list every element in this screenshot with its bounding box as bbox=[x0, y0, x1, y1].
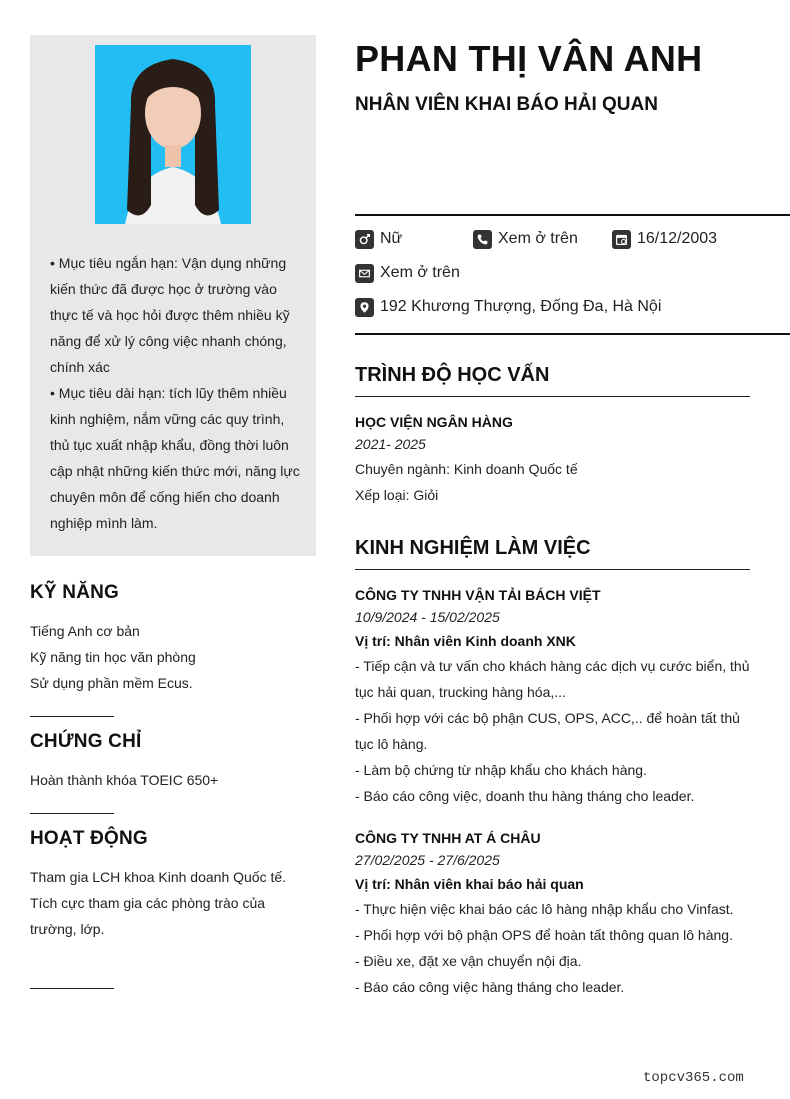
contact-row bbox=[355, 227, 717, 251]
job-period: 27/02/2025 - 27/6/2025 bbox=[355, 852, 500, 868]
skill-item: Kỹ năng tin học văn phòng bbox=[30, 649, 196, 665]
job-task: - Báo cáo công việc hàng tháng cho leader. bbox=[355, 979, 625, 995]
email-value: Xem ở trên bbox=[380, 264, 460, 281]
calendar-icon bbox=[612, 230, 631, 249]
divider bbox=[30, 988, 114, 989]
school-name: HỌC VIỆN NGÂN HÀNG bbox=[355, 414, 513, 430]
candidate-name: PHAN THỊ VÂN ANH bbox=[355, 38, 703, 79]
job-task: - Phối hợp với các bộ phận CUS, OPS, ACC,.. để hoàn tất thủ tục lô hàng. bbox=[355, 710, 740, 752]
education-major: Chuyên ngành: Kinh doanh Quốc tế bbox=[355, 461, 578, 477]
activity-item: Tích cực tham gia các phòng trào của trường, lớp. bbox=[30, 895, 266, 937]
phone-item bbox=[473, 230, 612, 249]
skill-item: Tiếng Anh cơ bản bbox=[30, 623, 140, 639]
activities-title: HOẠT ĐỘNG bbox=[30, 828, 148, 849]
certificates-title: CHỨNG CHỈ bbox=[30, 731, 142, 752]
job-role: Vị trí: Nhân viên khai báo hải quan bbox=[355, 876, 584, 892]
education-title: TRÌNH ĐỘ HỌC VẤN bbox=[355, 364, 550, 386]
address-value: 192 Khương Thượng, Đống Đa, Hà Nội bbox=[380, 298, 662, 315]
job-task: - Làm bộ chứng từ nhập khẩu cho khách hàng. bbox=[355, 762, 647, 778]
divider bbox=[30, 716, 114, 717]
certificates-section bbox=[30, 731, 300, 793]
experience-title: KINH NGHIỆM LÀM VIỆC bbox=[355, 537, 591, 559]
contact-bottom-rule bbox=[355, 333, 790, 335]
phone-value: Xem ở trên bbox=[498, 230, 578, 247]
job-task: - Báo cáo công việc, doanh thu hàng tháng cho leader. bbox=[355, 788, 695, 804]
email-icon bbox=[355, 264, 374, 283]
gender-icon bbox=[355, 230, 374, 249]
activities-section bbox=[30, 828, 300, 942]
email-item bbox=[355, 264, 460, 283]
job-task: - Phối hợp với bộ phận OPS để hoàn tất thông quan lô hàng. bbox=[355, 927, 733, 943]
address-item bbox=[355, 298, 661, 317]
job-period: 10/9/2024 - 15/02/2025 bbox=[355, 609, 500, 625]
gender-value: Nữ bbox=[380, 230, 403, 247]
birthday-value: 16/12/2003 bbox=[637, 230, 718, 247]
objective-short-term: • Mục tiêu ngắn hạn: Vận dụng những kiến thức đã được học ở trường vào thực tế và học hỏi được thêm nhiều kỹ năng để xử lý công việc nhanh chóng, chính xác bbox=[50, 255, 290, 375]
company-name: CÔNG TY TNHH AT Á CHÂU bbox=[355, 830, 541, 846]
education-rule bbox=[355, 396, 750, 397]
education-grade: Xếp loại: Giỏi bbox=[355, 487, 439, 503]
career-objectives bbox=[50, 250, 300, 536]
education-period: 2021- 2025 bbox=[355, 436, 426, 452]
education-block bbox=[355, 412, 755, 508]
job-task: - Thực hiện việc khai báo các lô hàng nhập khẩu cho Vinfast. bbox=[355, 901, 734, 917]
contact-row bbox=[355, 261, 460, 285]
certificate-item: Hoàn thành khóa TOEIC 650+ bbox=[30, 772, 219, 788]
objective-long-term: • Mục tiêu dài hạn: tích lũy thêm nhiều kinh nghiệm, nắm vững các quy trình, thủ tục xuất nhập khẩu, đồng thời luôn cập nhật những kiến thức mới, năng lực chuyên môn để cống hiến cho doanh nghiệp mình làm. bbox=[50, 385, 300, 531]
activity-item: Tham gia LCH khoa Kinh doanh Quốc tế. bbox=[30, 869, 287, 885]
skill-item: Sử dụng phần mềm Ecus. bbox=[30, 675, 193, 691]
phone-icon bbox=[473, 230, 492, 249]
portrait-image bbox=[95, 45, 251, 224]
objective-panel bbox=[30, 35, 316, 556]
divider bbox=[30, 813, 114, 814]
profile-photo bbox=[95, 45, 251, 224]
gender-item bbox=[355, 230, 473, 249]
contact-top-rule bbox=[355, 214, 790, 216]
skills-section bbox=[30, 582, 300, 696]
contact-row bbox=[355, 295, 661, 319]
experience-rule bbox=[355, 569, 750, 570]
skills-title: KỸ NĂNG bbox=[30, 582, 120, 603]
job-block bbox=[355, 828, 755, 1000]
job-role: Vị trí: Nhân viên Kinh doanh XNK bbox=[355, 633, 576, 649]
birthday-item bbox=[612, 230, 717, 249]
job-task: - Điều xe, đặt xe vận chuyển nội địa. bbox=[355, 953, 582, 969]
job-block bbox=[355, 585, 755, 809]
company-name: CÔNG TY TNHH VẬN TẢI BÁCH VIỆT bbox=[355, 587, 601, 603]
job-title: NHÂN VIÊN KHAI BÁO HẢI QUAN bbox=[355, 94, 658, 115]
job-task: - Tiếp cận và tư vấn cho khách hàng các dịch vụ cước biển, thủ tục hải quan, trucking hàng hóa,... bbox=[355, 658, 750, 700]
watermark-text: topcv365.com bbox=[643, 1070, 744, 1086]
location-icon bbox=[355, 298, 374, 317]
